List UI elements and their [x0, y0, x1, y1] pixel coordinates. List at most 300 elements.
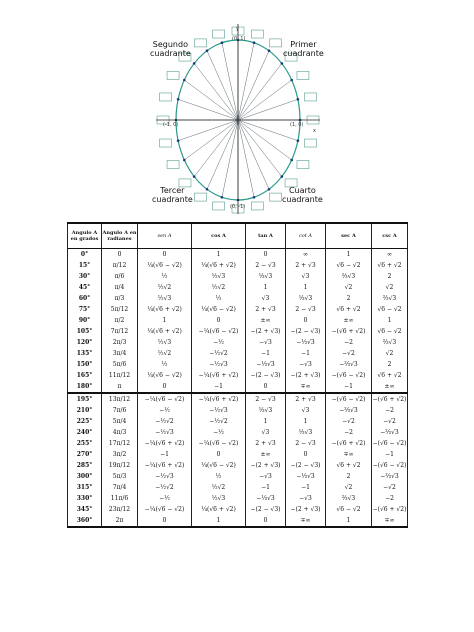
header-sin: sen A [138, 223, 192, 249]
cell-deg: 45° [68, 282, 102, 293]
cell-rad: 0 [102, 249, 138, 261]
cell-tan: 0 [246, 381, 286, 393]
cell-cot: 2 + √3 [286, 393, 326, 405]
quadrant-2-label: Segundo cuadrante [150, 40, 191, 58]
cell-csc: 1 [372, 315, 408, 326]
table-body [68, 249, 408, 528]
angle-point [297, 98, 300, 101]
angle-point [177, 98, 180, 101]
cell-cot: −⅓√3 [286, 337, 326, 348]
cell-sec: −(√6 − √2) [326, 393, 372, 405]
coordinate-box [195, 193, 207, 201]
cell-cot: ⅓√3 [286, 427, 326, 438]
header-cos: cos A [192, 223, 246, 249]
cell-sec: ⅔√3 [326, 493, 372, 504]
cell-deg: 105° [68, 326, 102, 337]
angle-point [253, 196, 256, 199]
angle-ray [238, 80, 292, 120]
cell-sin: 0 [138, 249, 192, 261]
table-row [68, 381, 408, 393]
cell-deg: 90° [68, 315, 102, 326]
table-row [68, 393, 408, 405]
cell-sin: ¼(√6 + √2) [138, 326, 192, 337]
angle-ray [238, 120, 292, 160]
cell-sec: −(√6 + √2) [326, 326, 372, 337]
cell-sec: −√2 [326, 348, 372, 359]
angle-ray [238, 51, 269, 120]
cell-rad: 7π/6 [102, 405, 138, 416]
cell-cos: −¼(√6 − √2) [192, 326, 246, 337]
cell-sec: √2 [326, 482, 372, 493]
cell-tan: 0 [246, 249, 286, 261]
right-point-label: (1, 0) [290, 122, 304, 128]
angle-ray [238, 120, 298, 141]
table-row [68, 438, 408, 449]
cell-deg: 360° [68, 515, 102, 527]
cell-sec: √6 + √2 [326, 304, 372, 315]
coordinate-box [297, 161, 309, 169]
cell-cos: −½ [192, 427, 246, 438]
table-row [68, 304, 408, 315]
cell-tan: −√3 [246, 471, 286, 482]
cell-sin: ½√3 [138, 293, 192, 304]
cell-sec: −⅔√3 [326, 359, 372, 370]
angle-ray [222, 120, 238, 197]
cell-cot: ∓∞ [286, 515, 326, 527]
trig-values-table [67, 222, 408, 528]
cell-csc: ⅔√3 [372, 293, 408, 304]
cell-cos: ½ [192, 293, 246, 304]
cell-sin: 0 [138, 381, 192, 393]
top-point-label: (0, 1) [232, 36, 246, 42]
cell-sec: ∓∞ [326, 449, 372, 460]
quadrant-4-label: Cuarto cuadrante [282, 186, 323, 204]
header-radians: Angulo A en radianes [102, 223, 138, 249]
cell-rad: 7π/12 [102, 326, 138, 337]
cell-sec: −2 [326, 337, 372, 348]
cell-cot: 0 [286, 315, 326, 326]
coordinate-box [270, 193, 282, 201]
angle-point [193, 62, 196, 65]
cell-csc: √6 − √2 [372, 326, 408, 337]
cell-sec: 2 [326, 471, 372, 482]
angle-point [183, 159, 186, 162]
cell-sec: −(√6 − √2) [326, 370, 372, 381]
cell-sin: −½√2 [138, 416, 192, 427]
cell-tan: 2 − √3 [246, 393, 286, 405]
cell-sin: ½√2 [138, 348, 192, 359]
cell-sin: −¼(√6 − √2) [138, 504, 192, 515]
cell-cos: −½√3 [192, 405, 246, 416]
cell-sin: −1 [138, 449, 192, 460]
cell-cos: ¼(√6 − √2) [192, 304, 246, 315]
cell-deg: 195° [68, 393, 102, 405]
angle-ray [238, 99, 298, 120]
cell-sin: ¼(√6 − √2) [138, 260, 192, 271]
cell-deg: 120° [68, 337, 102, 348]
cell-cot: −(2 + √3) [286, 370, 326, 381]
table-row [68, 359, 408, 370]
coordinate-box [213, 30, 225, 38]
cell-deg: 300° [68, 471, 102, 482]
cell-tan: ⅓√3 [246, 405, 286, 416]
cell-cot: −⅓√3 [286, 471, 326, 482]
cell-deg: 180° [68, 381, 102, 393]
angle-point [268, 49, 271, 52]
cell-cos: −¼(√6 − √2) [192, 438, 246, 449]
header-sec: sec A [326, 223, 372, 249]
cell-cot: √3 [286, 405, 326, 416]
cell-cos: 1 [192, 515, 246, 527]
angle-ray [184, 80, 238, 120]
coordinate-box [195, 39, 207, 47]
cell-sec: √6 + √2 [326, 460, 372, 471]
cell-tan: ±∞ [246, 315, 286, 326]
cell-rad: 13π/12 [102, 393, 138, 405]
cell-sec: 1 [326, 515, 372, 527]
cell-sin: ¼(√6 + √2) [138, 304, 192, 315]
cell-tan: −(2 + √3) [246, 460, 286, 471]
coordinate-box [251, 30, 263, 38]
cell-sec: −2 [326, 427, 372, 438]
x-axis-label: x [313, 128, 316, 134]
coordinate-box [160, 139, 172, 147]
cell-sec: √2 [326, 282, 372, 293]
cell-cos: ¼(√6 + √2) [192, 260, 246, 271]
table-row [68, 271, 408, 282]
angle-ray [238, 63, 282, 120]
angle-ray [194, 63, 238, 120]
cell-sec: ±∞ [326, 315, 372, 326]
cell-sin: ½√3 [138, 337, 192, 348]
cell-cot: ∞ [286, 249, 326, 261]
cell-csc: √2 [372, 282, 408, 293]
angle-point [177, 139, 180, 142]
cell-rad: 3π/4 [102, 348, 138, 359]
cell-csc: −1 [372, 449, 408, 460]
cell-deg: 345° [68, 504, 102, 515]
cell-sin: −½√3 [138, 471, 192, 482]
cell-cot: −(2 − √3) [286, 460, 326, 471]
angle-ray [207, 51, 238, 120]
table-row [68, 370, 408, 381]
angle-ray [222, 43, 238, 120]
cell-deg: 75° [68, 304, 102, 315]
cell-rad: 2π/3 [102, 337, 138, 348]
cell-cot: −(2 − √3) [286, 326, 326, 337]
table-row [68, 504, 408, 515]
cell-csc: −√2 [372, 482, 408, 493]
cell-rad: π/12 [102, 260, 138, 271]
cell-tan: −(2 + √3) [246, 326, 286, 337]
angle-point [297, 139, 300, 142]
cell-sec: −1 [326, 381, 372, 393]
cell-deg: 255° [68, 438, 102, 449]
cell-csc: ∞ [372, 249, 408, 261]
cell-deg: 165° [68, 370, 102, 381]
cell-deg: 60° [68, 293, 102, 304]
quadrant-1-label: Primer cuadrante [283, 40, 324, 58]
angle-ray [207, 120, 238, 189]
table-row [68, 449, 408, 460]
cell-rad: π/4 [102, 282, 138, 293]
cell-sec: −⅔√3 [326, 405, 372, 416]
cell-sec: 1 [326, 249, 372, 261]
cell-cot: −1 [286, 482, 326, 493]
header-cot: cot A [286, 223, 326, 249]
cell-cos: 0 [192, 315, 246, 326]
angle-point [281, 62, 284, 65]
angle-ray [184, 120, 238, 160]
cell-sin: ¼(√6 − √2) [138, 370, 192, 381]
cell-cot: ∓∞ [286, 381, 326, 393]
cell-deg: 240° [68, 427, 102, 438]
angle-point [221, 196, 224, 199]
quadrant-3-label: Tercer cuadrante [152, 186, 193, 204]
cell-csc: ∓∞ [372, 515, 408, 527]
cell-cos: 1 [192, 249, 246, 261]
cell-csc: −⅔√3 [372, 427, 408, 438]
cell-cot: −√3 [286, 493, 326, 504]
cell-sin: −¼(√6 + √2) [138, 460, 192, 471]
cell-rad: π/3 [102, 293, 138, 304]
table-row [68, 315, 408, 326]
header-tan: tan A [246, 223, 286, 249]
cell-cos: −¼(√6 + √2) [192, 393, 246, 405]
cell-sin: 1 [138, 315, 192, 326]
coordinate-box [251, 202, 263, 210]
cell-cot: 1 [286, 416, 326, 427]
cell-sec: ⅔√3 [326, 271, 372, 282]
cell-tan: √3 [246, 293, 286, 304]
cell-cot: √3 [286, 271, 326, 282]
cell-deg: 270° [68, 449, 102, 460]
cell-sec: √6 − √2 [326, 260, 372, 271]
table-row [68, 482, 408, 493]
cell-rad: 19π/12 [102, 460, 138, 471]
cell-deg: 135° [68, 348, 102, 359]
angle-ray [178, 120, 238, 141]
cell-cos: ½ [192, 471, 246, 482]
cell-sin: −½ [138, 405, 192, 416]
cell-sin: −½ [138, 493, 192, 504]
cell-tan: ±∞ [246, 449, 286, 460]
cell-rad: 3π/2 [102, 449, 138, 460]
table-row [68, 427, 408, 438]
angle-point [268, 188, 271, 191]
coordinate-box [167, 161, 179, 169]
cell-cos: −1 [192, 381, 246, 393]
cell-rad: 2π [102, 515, 138, 527]
table-row [68, 471, 408, 482]
angle-ray [194, 120, 238, 177]
cell-sec: −(√6 + √2) [326, 438, 372, 449]
table-row [68, 348, 408, 359]
cell-rad: 5π/3 [102, 471, 138, 482]
cell-tan: √3 [246, 427, 286, 438]
cell-csc: −√2 [372, 416, 408, 427]
cell-cot: 0 [286, 449, 326, 460]
cell-csc: √6 + √2 [372, 260, 408, 271]
cell-tan: 2 − √3 [246, 260, 286, 271]
cell-csc: −(√6 − √2) [372, 462, 407, 469]
table-row [68, 416, 408, 427]
angle-point [193, 175, 196, 178]
angle-point [253, 41, 256, 44]
cell-deg: 330° [68, 493, 102, 504]
cell-tan: −⅓√3 [246, 493, 286, 504]
angle-ray [238, 43, 254, 120]
cell-rad: 5π/4 [102, 416, 138, 427]
cell-csc: −(√6 + √2) [372, 506, 407, 513]
header-degrees: Angulo A en grados [68, 223, 102, 249]
cell-sin: ½ [138, 359, 192, 370]
cell-cos: 0 [192, 449, 246, 460]
table-row [68, 326, 408, 337]
cell-csc: 2 [372, 271, 408, 282]
cell-sin: ½√2 [138, 282, 192, 293]
angle-point [206, 188, 209, 191]
cell-csc: −2 [372, 493, 408, 504]
cell-deg: 150° [68, 359, 102, 370]
cell-cot: −1 [286, 348, 326, 359]
cell-deg: 285° [68, 460, 102, 471]
angle-ray [238, 120, 282, 177]
angle-ray [178, 99, 238, 120]
cell-tan: 2 + √3 [246, 304, 286, 315]
cell-csc: −2 [372, 405, 408, 416]
angle-point [290, 79, 293, 82]
cell-sec: −√2 [326, 416, 372, 427]
cell-sin: −½√2 [138, 482, 192, 493]
cell-sec: 2 [326, 293, 372, 304]
cell-csc: −(√6 + √2) [372, 393, 408, 405]
cell-rad: 23π/12 [102, 504, 138, 515]
y-axis-label: y [236, 26, 239, 32]
angle-point [221, 41, 224, 44]
cell-deg: 225° [68, 416, 102, 427]
cell-sin: −½√3 [138, 427, 192, 438]
table-header-row [68, 223, 408, 249]
cell-csc: √2 [372, 348, 408, 359]
table-row [68, 493, 408, 504]
cell-tan: 1 [246, 416, 286, 427]
cell-csc: √6 + √2 [372, 370, 408, 381]
cell-rad: π/6 [102, 271, 138, 282]
coordinate-box [213, 202, 225, 210]
cell-rad: 7π/4 [102, 482, 138, 493]
table-row [68, 337, 408, 348]
table-row [68, 460, 408, 471]
cell-deg: 30° [68, 271, 102, 282]
cell-cos: −¼(√6 + √2) [192, 370, 246, 381]
cell-csc: ⅔√3 [372, 337, 408, 348]
cell-cot: 2 − √3 [286, 304, 326, 315]
coordinate-box [304, 139, 316, 147]
cell-csc: −⅔√3 [372, 471, 408, 482]
cell-cos: ½√2 [192, 482, 246, 493]
cell-rad: π/2 [102, 315, 138, 326]
cell-cot: ⅓√3 [286, 293, 326, 304]
cell-cos: −½√2 [192, 348, 246, 359]
cell-tan: 2 + √3 [246, 438, 286, 449]
cell-cot: −(2 + √3) [286, 504, 326, 515]
table-row [68, 293, 408, 304]
cell-cos: −½√2 [192, 416, 246, 427]
cell-rad: 17π/12 [102, 438, 138, 449]
cell-csc: 2 [372, 359, 408, 370]
table-row [68, 249, 408, 261]
cell-cos: −½ [192, 337, 246, 348]
cell-rad: 5π/12 [102, 304, 138, 315]
cell-cot: 2 − √3 [286, 438, 326, 449]
cell-rad: 4π/3 [102, 427, 138, 438]
table-row [68, 405, 408, 416]
cell-cos: ½√3 [192, 271, 246, 282]
table-row [68, 515, 408, 527]
cell-tan: −(2 − √3) [246, 504, 286, 515]
cell-rad: 11π/6 [102, 493, 138, 504]
cell-tan: −(2 − √3) [246, 370, 286, 381]
cell-tan: −√3 [246, 337, 286, 348]
cell-cot: 2 + √3 [286, 260, 326, 271]
cell-rad: 11π/12 [102, 370, 138, 381]
cell-cos: −½√3 [192, 359, 246, 370]
table-row [68, 260, 408, 271]
cell-sin: −¼(√6 + √2) [138, 438, 192, 449]
table-row [68, 282, 408, 293]
cell-rad: π [102, 381, 138, 393]
cell-cos: ¼(√6 + √2) [192, 504, 246, 515]
cell-csc: √6 − √2 [372, 304, 408, 315]
left-point-label: (-1, 0) [163, 122, 179, 128]
coordinate-box [270, 39, 282, 47]
cell-deg: 0° [68, 249, 102, 261]
cell-tan: 1 [246, 282, 286, 293]
coordinate-box [160, 93, 172, 101]
cell-tan: −1 [246, 348, 286, 359]
cell-sec: √6 − √2 [326, 504, 372, 515]
angle-point [183, 79, 186, 82]
cell-csc: −(√6 − √2) [372, 440, 407, 447]
angle-ray [238, 120, 254, 197]
coordinate-box [167, 72, 179, 80]
cell-sin: ½ [138, 271, 192, 282]
cell-deg: 315° [68, 482, 102, 493]
cell-tan: ⅓√3 [246, 271, 286, 282]
cell-deg: 15° [68, 260, 102, 271]
cell-cos: ½√2 [192, 282, 246, 293]
angle-point [281, 175, 284, 178]
cell-tan: −⅓√3 [246, 359, 286, 370]
cell-tan: 0 [246, 515, 286, 527]
cell-csc: ±∞ [372, 381, 408, 393]
angle-ray [238, 120, 269, 189]
cell-tan: −1 [246, 482, 286, 493]
cell-cos: ½√3 [192, 493, 246, 504]
cell-rad: 5π/6 [102, 359, 138, 370]
header-csc: csc A [372, 223, 408, 249]
cell-sin: −¼(√6 − √2) [138, 393, 192, 405]
angle-point [206, 49, 209, 52]
bottom-point-label: (0, -1) [230, 204, 246, 210]
angle-point [290, 159, 293, 162]
cell-sin: 0 [138, 515, 192, 527]
cell-cot: 1 [286, 282, 326, 293]
cell-deg: 210° [68, 405, 102, 416]
coordinate-box [304, 93, 316, 101]
cell-cot: −√3 [286, 359, 326, 370]
